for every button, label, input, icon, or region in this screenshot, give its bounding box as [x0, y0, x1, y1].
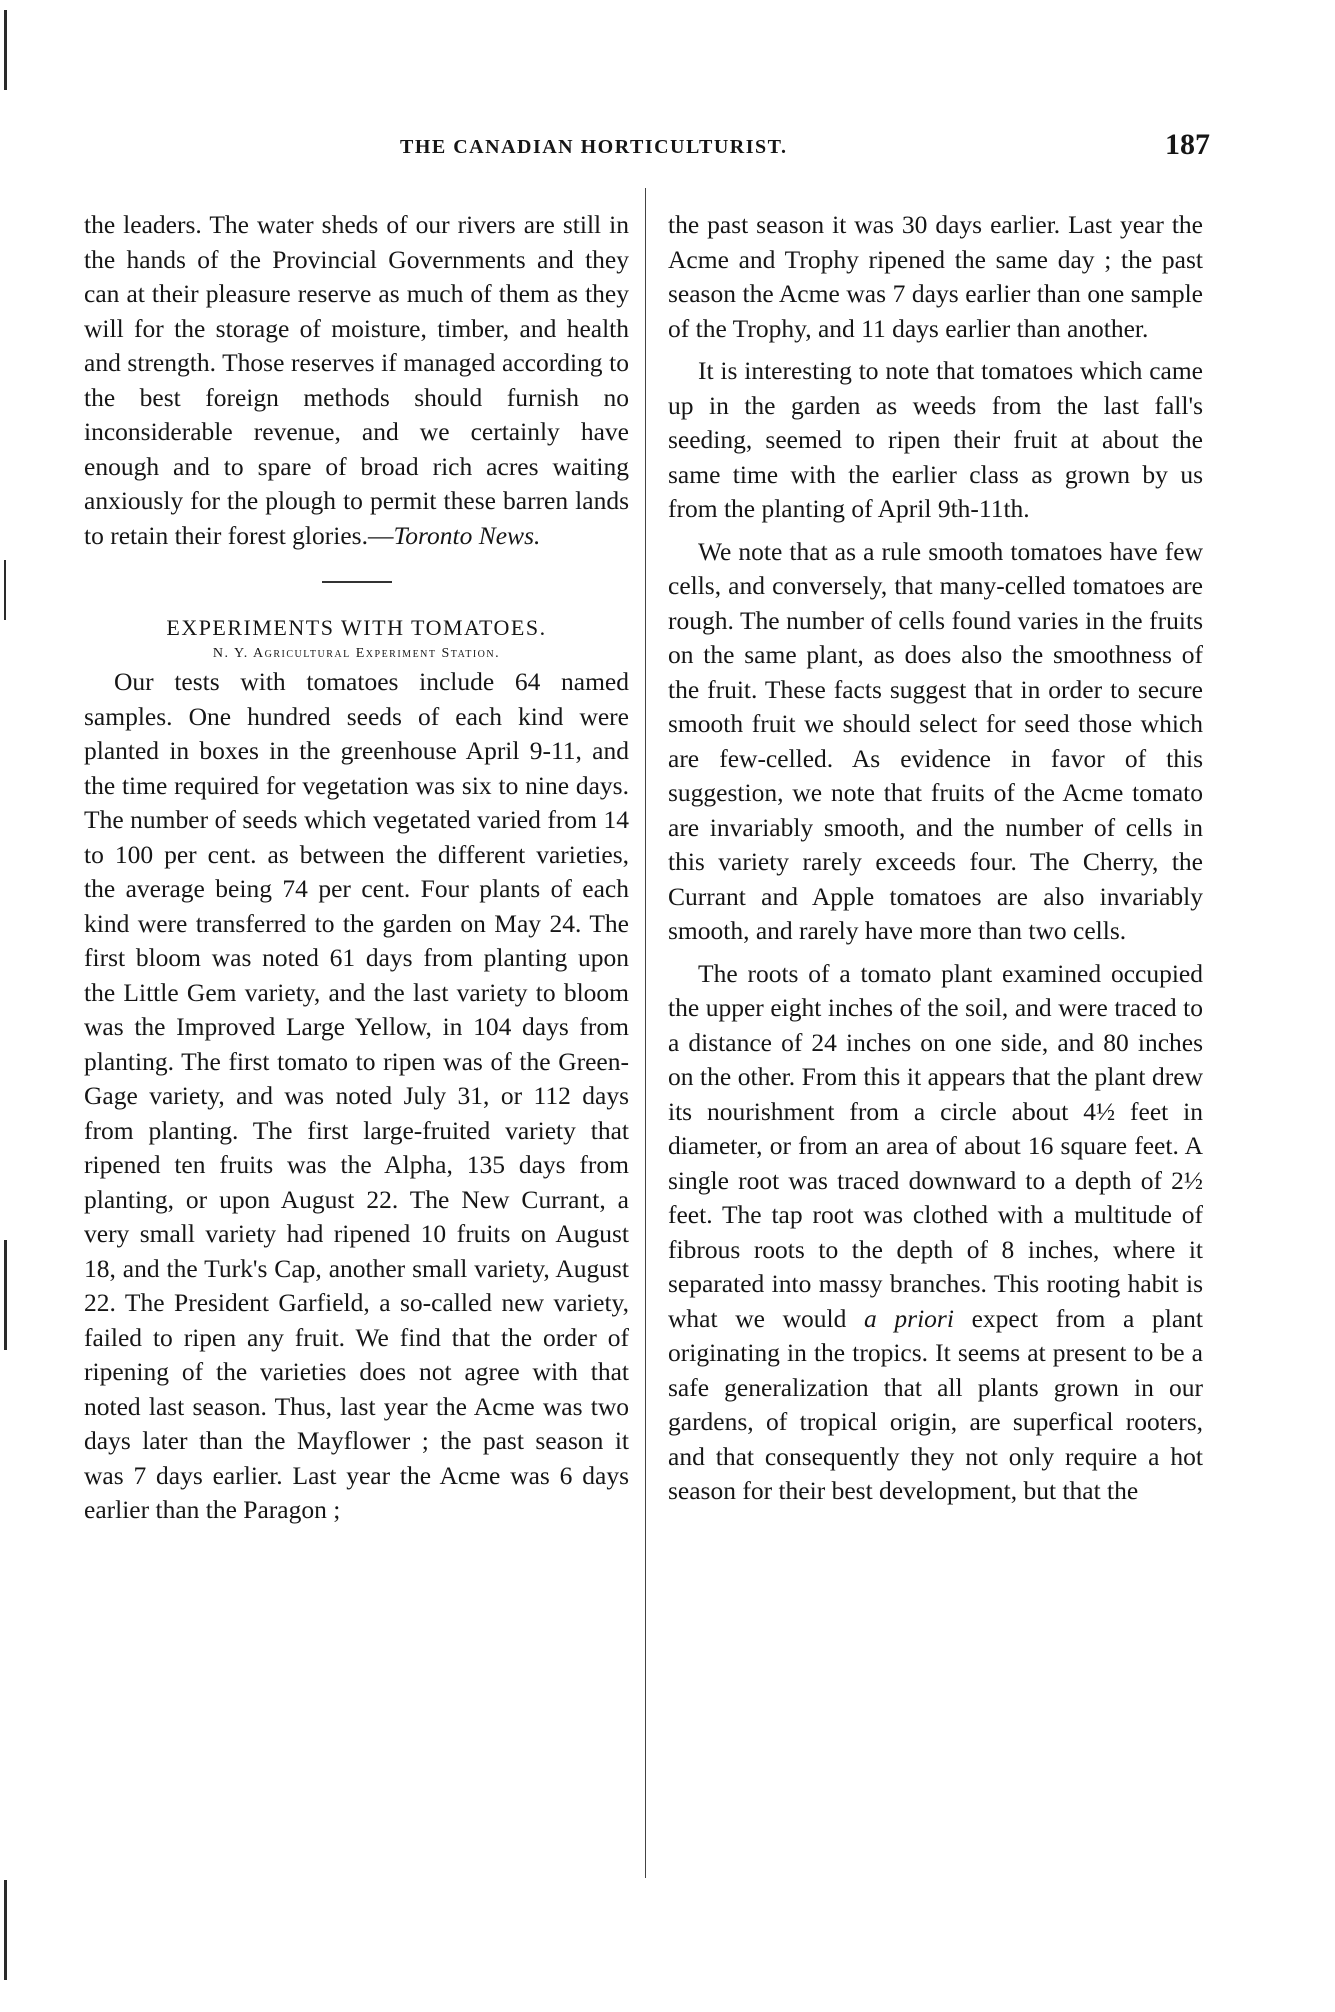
- page-header: [80, 128, 1210, 168]
- paragraph-text: the leaders. The water sheds of our rivers are still in the hands of the Provincial Governments and they can at their pleasure reserve as much of them as they will for the storage of moisture, timber, and health and strength. Those reserves if managed according to the best foreign methods should furnish no inconsiderable revenue, and we certainly have enough and to spare of broad rich acres waiting anxiously for the plough to permit these barren lands to retain their forest glories.—: [84, 210, 629, 550]
- section-subtitle: N. Y. Agricultural Experiment Station.: [212, 646, 501, 661]
- section-title: EXPERIMENTS WITH TOMATOES.: [166, 615, 547, 640]
- paragraph-water-sheds: [84, 208, 629, 553]
- left-column: [84, 208, 629, 1528]
- paragraph-volunteer-tomatoes: It is interesting to note that tomatoes which came up in the garden as weeds from the last fall's seeding, seemed to ripen their fruit at about the same time with the earlier class as grown by us from the planting of April 9th-11th.: [668, 356, 1203, 523]
- binding-edge-top: [4, 10, 7, 90]
- paragraph-ripening-continued: the past season it was 30 days earlier. Last year the Acme and Trophy ripened the same day ; the past season the Acme was 7 days earlier than one sample of the Trophy, and 11 days earlier than another.: [668, 210, 1203, 343]
- section-separator: [322, 581, 392, 583]
- column-divider: [645, 188, 646, 1878]
- source-citation: Toronto News.: [393, 520, 541, 550]
- paragraph-tomato-tests: Our tests with tomatoes include 64 named samples. One hundred seeds of each kind were planted in boxes in the greenhouse April 9-11, and the time required for vegetation was six to nine days. The number of seeds which vegetated varied from 14 to 100 per cent. as between the different varieties, the average being 74 per cent. Four plants of each kind were transferred to the garden on May 24. The first bloom was noted 61 days from planting upon the Little Gem variety, and the last variety to bloom was the Improved Large Yellow, in 104 days from planting. The first tomato to ripen was of the Green-Gage variety, and was noted July 31, or 112 days from planting. The first large-fruited variety that ripened ten fruits was the Alpha, 135 days from planting, or upon August 22. The New Currant, a very small variety had ripened 10 fruits on August 18, and the Turk's Cap, another small variety, August 22. The President Garfield, a so-called new variety, failed to ripen any fruit. We find that the order of ripening of the varieties does not agree with that noted last season. Thus, last year the Acme was two days later than the Mayflower ; the past season it was 7 days earlier. Last year the Acme was 6 days earlier than the Paragon ;: [84, 667, 629, 1524]
- binding-edge-middle: [4, 560, 6, 620]
- paragraph-text: expect from a plant originating in the tropics. It seems at present to be a safe generalization that all plants grown in our gardens, of tropical origin, are superfical rooters, and that consequently they not only require a hot season for their best development, but that the: [668, 1303, 1203, 1505]
- paragraph-cells-smoothness: We note that as a rule smooth tomatoes have few cells, and conversely, that many-celled tomatoes are rough. The number of cells found varies in the fruits on the same plant, as does also the smoothness of the fruit. These facts suggest that in order to secure smooth fruit we should select for seed those which are few-celled. As evidence in favor of this suggestion, we note that fruits of the Acme tomato are invariably smooth, and the number of cells in this variety rarely exceeds four. The Cherry, the Currant and Apple tomatoes are also invariably smooth, and rarely have more than two cells.: [668, 536, 1203, 945]
- binding-edge-lower: [4, 1240, 7, 1350]
- binding-edge-bottom: [4, 1880, 7, 1980]
- right-column: [668, 208, 1203, 1509]
- running-title: THE CANADIAN HORTICULTURIST.: [400, 136, 788, 158]
- page-number: 187: [1165, 128, 1210, 161]
- paragraph-roots: [668, 957, 1203, 1509]
- paragraph-text: The roots of a tomato plant examined occupied the upper eight inches of the soil, and were traced to a distance of 24 inches on one side, and 80 inches on the other. From this it appears that the plant drew its nourishment from a circle about 4½ feet in diameter, or from an area of about 16 square feet. A single root was traced downward to a depth of 2½ feet. The tap root was clothed with a multitude of fibrous roots to the depth of 8 inches, where it separated into massy branches. This rooting habit is what we would: [668, 958, 1203, 1333]
- italic-phrase: a priori: [864, 1303, 954, 1333]
